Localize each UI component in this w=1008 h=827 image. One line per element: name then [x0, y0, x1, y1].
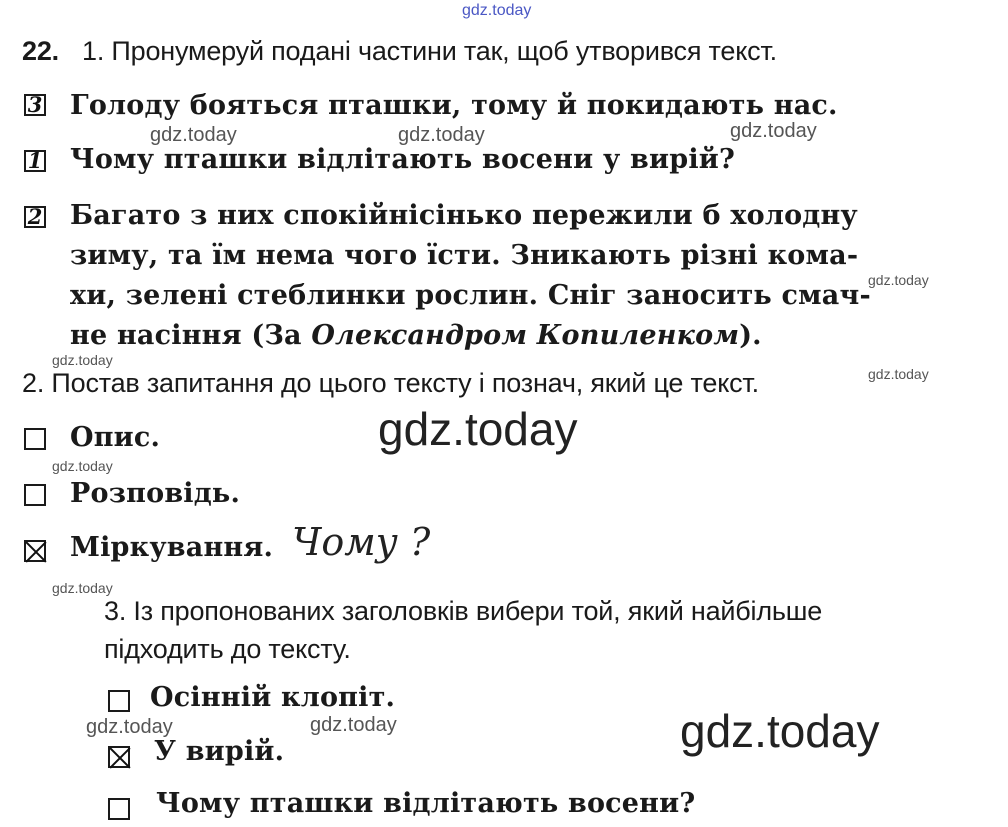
option-rozpovid: Розповідь.	[70, 478, 241, 509]
checkbox-mirkuvannia[interactable]	[24, 540, 46, 562]
item-text-3-line-1: Багато з них спокійнісінько пережили б холодну	[70, 200, 858, 231]
checkbox-opys[interactable]	[24, 428, 46, 450]
checkbox-rozpovid[interactable]	[24, 484, 46, 506]
checkbox-osinnii-klopit[interactable]	[108, 690, 130, 712]
watermark-large: gdz.today	[680, 705, 880, 757]
checkbox-chomu-ptashky[interactable]	[108, 798, 130, 820]
watermark: gdz.today	[868, 272, 929, 288]
watermark: gdz.today	[398, 124, 485, 146]
watermark-large: gdz.today	[378, 403, 578, 455]
order-box-3[interactable]: 2	[24, 206, 46, 228]
watermark: gdz.today	[868, 366, 929, 382]
task-number: 22.	[22, 36, 59, 66]
watermark: gdz.today	[52, 580, 113, 596]
watermark: gdz.today	[730, 120, 817, 142]
part3-instruction-line-2: підходить до тексту.	[104, 634, 351, 664]
item-text-3-line-2: зиму, та їм нема чого їсти. Зникають різні кома-	[70, 240, 859, 271]
order-box-2[interactable]: 1	[24, 150, 46, 172]
checkbox-u-vyrii[interactable]	[108, 746, 130, 768]
option-mirkuvannia: Міркування.	[70, 532, 274, 563]
watermark: gdz.today	[86, 716, 173, 738]
item-text-1: Голоду бояться пташки, тому й покидають нас.	[70, 90, 838, 121]
part1-instruction: 1. Пронумеруй подані частини так, щоб утворився текст.	[82, 36, 777, 66]
watermark: gdz.today	[310, 714, 397, 736]
option-opys: Опис.	[70, 422, 161, 453]
part2-instruction: 2. Постав запитання до цього тексту і познач, який це текст.	[22, 368, 759, 398]
item-text-3-line-3: хи, зелені стеблинки рослин. Сніг заносить смач-	[70, 280, 871, 311]
title-option-3: Чому пташки відлітають восени?	[156, 788, 696, 819]
watermark: gdz.today	[150, 124, 237, 146]
title-option-2: У вирій.	[154, 736, 285, 767]
order-box-1[interactable]: 3	[24, 94, 46, 116]
watermark: gdz.today	[52, 352, 113, 368]
watermark: gdz.today	[52, 458, 113, 474]
watermark-top: gdz.today	[462, 2, 532, 19]
part3-instruction-line-1: 3. Із пропонованих заголовків вибери той, який найбільше	[104, 596, 823, 626]
title-option-1: Осінній клопіт.	[150, 682, 396, 713]
author-name: Олександром Копиленком	[311, 320, 740, 351]
item-text-3-line-4: не насіння (За Олександром Копиленком).	[70, 320, 762, 351]
handwritten-question: Чому ?	[292, 520, 431, 564]
item-text-2: Чому пташки відлітають восени у вирій?	[70, 144, 736, 175]
